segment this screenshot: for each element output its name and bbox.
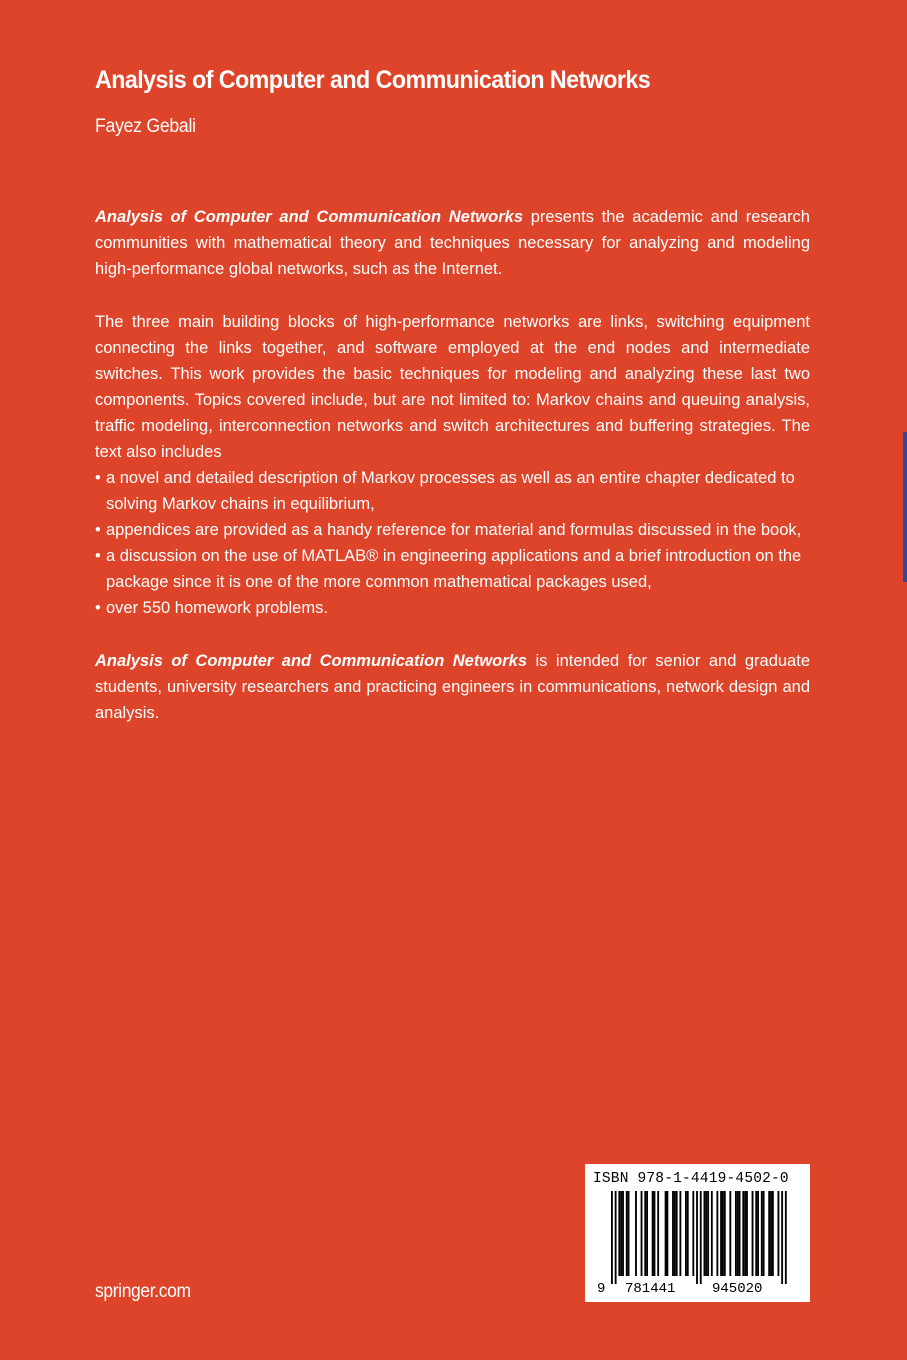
barcode-bar: [757, 1191, 759, 1276]
barcode-bar: [752, 1191, 754, 1276]
barcode-bar: [761, 1191, 763, 1276]
book-title-inline: Analysis of Computer and Communication Networks: [95, 652, 528, 670]
barcode-bar: [768, 1191, 770, 1276]
feature-list: [95, 465, 810, 621]
ean-right-digits: 945020: [712, 1281, 763, 1297]
barcode-bar: [746, 1191, 748, 1276]
description-paragraph-3: [95, 648, 810, 726]
ean-first-digit: 9: [597, 1281, 606, 1297]
barcode-bar: [676, 1191, 678, 1276]
paragraph-text: is intended for senior and graduate students, university researchers and practicing engineers in communications, network design and analysis.: [95, 652, 810, 722]
barcode-bar: [737, 1191, 739, 1276]
barcode-bar: [620, 1191, 622, 1276]
barcode-bar: [778, 1191, 780, 1276]
edge-color-strip: [903, 432, 907, 582]
barcode-bar: [652, 1191, 654, 1276]
barcode-bar: [635, 1191, 637, 1276]
publisher-website: springer.com: [95, 1281, 191, 1302]
barcode-bar: [644, 1191, 646, 1276]
barcode-bar: [711, 1191, 713, 1276]
barcode-bar: [729, 1191, 731, 1276]
barcode-bar: [724, 1191, 726, 1276]
barcode-bar: [744, 1191, 746, 1276]
list-item: • a novel and detailed description of Markov processes as well as an entire chapter dedicated to solving Markov chains in equilibrium,: [95, 469, 795, 513]
barcode-bar: [657, 1191, 659, 1276]
barcode-bar: [781, 1191, 783, 1284]
author-name: Fayez Gebali: [95, 116, 196, 137]
barcode-bar: [654, 1191, 656, 1276]
paragraph-text: presents the academic and research communities with mathematical theory and techniques necessary for analyzing and modeling high-performance global networks, such as the Internet.: [95, 208, 810, 278]
barcode-bar: [646, 1191, 648, 1276]
barcode-bar: [687, 1191, 689, 1276]
barcode-bar: [722, 1191, 724, 1276]
barcode-bar: [626, 1191, 628, 1276]
barcode-bar: [739, 1191, 741, 1276]
barcode-bar: [685, 1191, 687, 1276]
isbn-barcode: [585, 1164, 810, 1302]
barcode-bar: [785, 1191, 787, 1284]
barcode-bar: [700, 1191, 702, 1284]
list-item: • appendices are provided as a handy reference for material and formulas discussed in the book,: [95, 521, 802, 539]
barcode-bar: [770, 1191, 772, 1276]
barcode-bar: [615, 1191, 617, 1284]
barcode-bar: [611, 1191, 613, 1284]
ean-left-digits: 781441: [625, 1281, 676, 1297]
barcode-bar: [755, 1191, 757, 1276]
book-title-inline: Analysis of Computer and Communication Networks: [95, 208, 524, 226]
barcode-bar: [665, 1191, 667, 1276]
barcode-bar: [705, 1191, 707, 1276]
barcode-bar: [674, 1191, 676, 1276]
barcode-bar: [735, 1191, 737, 1276]
barcode-bars: [585, 1164, 810, 1302]
list-item: • over 550 homework problems.: [95, 599, 328, 617]
isbn-label: ISBN 978-1-4419-4502-0: [593, 1171, 789, 1187]
barcode-bar: [667, 1191, 669, 1276]
barcode-bar: [720, 1191, 722, 1276]
barcode-bar: [716, 1191, 718, 1276]
barcode-bar: [672, 1191, 674, 1276]
barcode-bar: [679, 1191, 681, 1276]
description-paragraph-1: [95, 204, 810, 282]
barcode-bar: [763, 1191, 765, 1276]
barcode-bar: [696, 1191, 698, 1284]
barcode-bar: [772, 1191, 774, 1276]
barcode-bar: [707, 1191, 709, 1276]
barcode-bar: [704, 1191, 706, 1276]
barcode-bar: [641, 1191, 643, 1276]
barcode-bar: [692, 1191, 694, 1276]
book-title: Analysis of Computer and Communication Networks: [95, 66, 651, 94]
barcode-bar: [618, 1191, 620, 1276]
list-item: • a discussion on the use of MATLAB® in engineering applications and a brief introduction on the package since it is one of the more common mathematical packages used,: [95, 547, 802, 591]
barcode-bar: [622, 1191, 624, 1276]
description-paragraph-2: The three main building blocks of high-performance networks are links, switching equipment connecting the links together, and software employed at the end nodes and intermediate switches. This work provides the basic techniques for modeling and analyzing these last two components. Topics covered include, but are not limited to: Markov chains and queuing analysis, traffic modeling, interconnection networks and switch architectures and buffering strategies. The text also includes: [95, 313, 810, 461]
barcode-bar: [628, 1191, 630, 1276]
barcode-bar-group: [611, 1191, 787, 1284]
barcode-bar: [742, 1191, 744, 1276]
